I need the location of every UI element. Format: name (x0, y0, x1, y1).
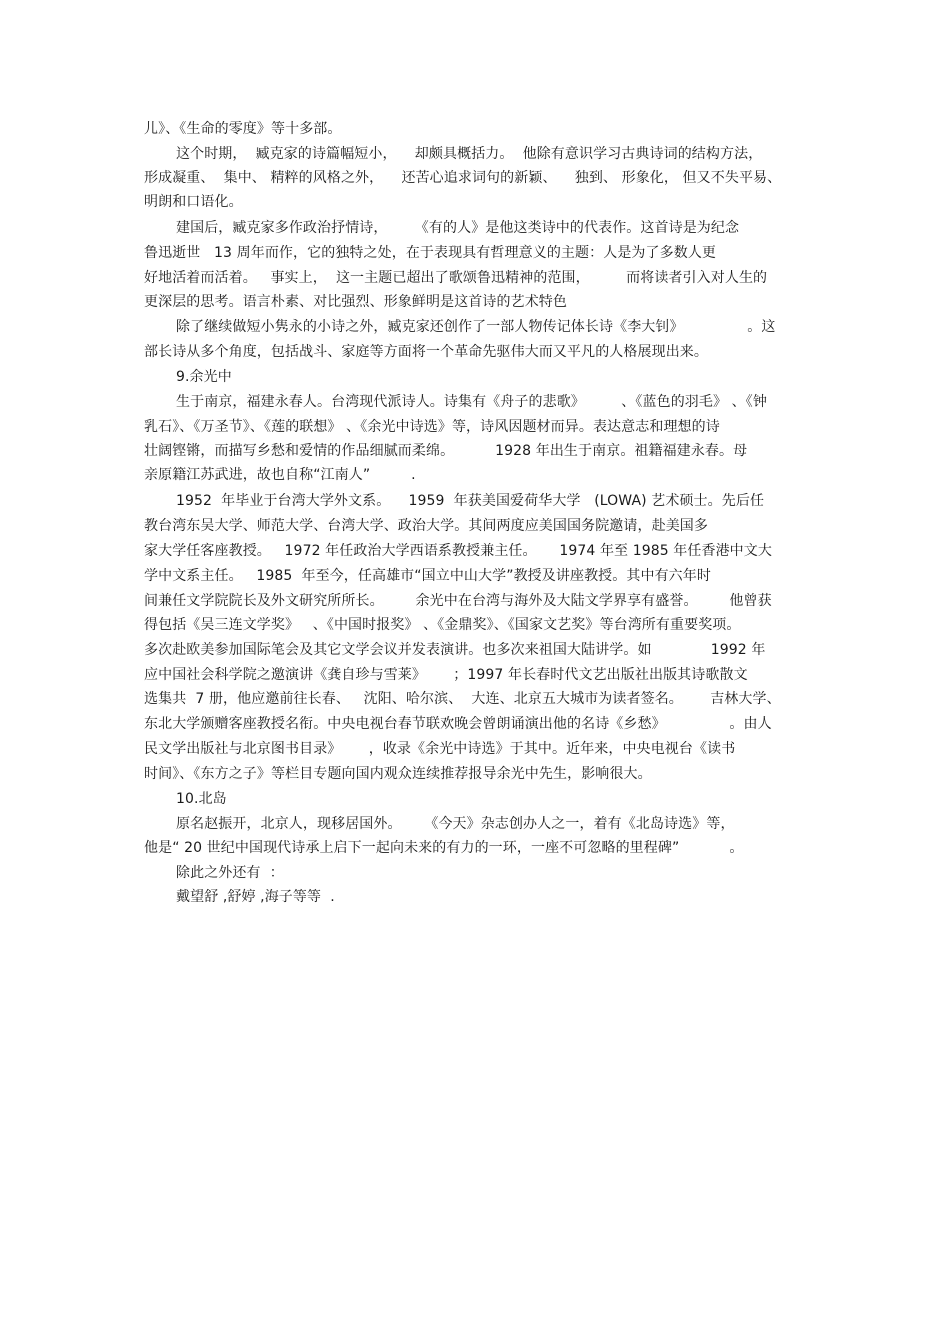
text-line: 明朗和口语化。 (144, 194, 243, 210)
text-line: 除了继续做短小隽永的小诗之外，臧克家还创作了一部人物传记体长诗《李大钊》 。这 (176, 319, 776, 335)
text-line: 他是“ 20 世纪中国现代诗承上启下一起向未来的有力的一环，一座不可忽略的里程碑” 。 (144, 840, 744, 856)
text-line: 亲原籍江苏武进，故也自称“江南人” . (144, 467, 416, 483)
section-heading: 9.余光中 (176, 369, 232, 385)
text-line: 1952 年毕业于台湾大学外文系。 1959 年获美国爱荷华大学 (LOWA) 艺术硕士。先后任 (176, 493, 765, 509)
text-line: 乳石》、《万圣节》、《莲的联想》 、《余光中诗选》等，诗风因题材而异。表达意志和理想的诗 (144, 419, 720, 435)
text-line: 戴望舒 ,舒婷 ,海子等等 . (176, 889, 335, 905)
text-line: 学中文系主任。 1985 年至今，任高雄市“国立中山大学”教授及讲座教授。其中有六年时 (144, 568, 711, 584)
text-line: 间兼任文学院院长及外文研究所所长。 余光中在台湾与海外及大陆文学界享有盛誉。 他曾获 (144, 593, 772, 609)
text-line: 建国后，臧克家多作政治抒情诗， 《有的人》是他这类诗中的代表作。这首诗是为纪念 (176, 220, 740, 236)
text-line: 家大学任客座教授。 1972 年任政治大学西语系教授兼主任。 1974 年至 1985 年任香港中文大 (144, 543, 772, 559)
text-line: 民文学出版社与北京图书目录》 ，收录《余光中诗选》于其中。近年来，中央电视台《读书 (144, 741, 736, 757)
text-line: 儿》、《生命的零度》等十多部。 (144, 121, 342, 137)
text-line: 这个时期， 臧克家的诗篇幅短小， 却颇具概括力。 他除有意识学习古典诗词的结构方法， (176, 146, 763, 162)
text-line: 生于南京，福建永春人。台湾现代派诗人。诗集有《舟子的悲歌》 、《蓝色的羽毛》 、《钟 (176, 394, 767, 410)
text-line: 形成凝重、 集中、 精粹的风格之外， 还苦心追求词句的新颖、 独到、 形象化， 但又不失平易、 (144, 170, 782, 186)
text-line: 应中国社会科学院之邀演讲《龚自珍与雪莱》 ；1997 年长春时代文艺出版社出版其诗歌散文 (144, 667, 748, 683)
text-line: 好地活着而活着。 事实上， 这一主题已超出了歌颂鲁迅精神的范围， 而将读者引入对人生的 (144, 270, 768, 286)
text-line: 更深层的思考。语言朴素、对比强烈、形象鲜明是这首诗的艺术特色 (144, 294, 567, 310)
text-line: 得包括《吴三连文学奖》 、《中国时报奖》 、《金鼎奖》、《国家文艺奖》等台湾所有重要奖项。 (144, 617, 741, 633)
text-line: 壮阔铿锵，而描写乡愁和爱情的作品细腻而柔绵。 1928 年出生于南京。祖籍福建永春。母 (144, 443, 748, 459)
text-line: 选集共 7 册，他应邀前往长春、 沈阳、哈尔滨、 大连、北京五大城市为读者签名。 吉林大学、 (144, 691, 781, 707)
text-line: 鲁迅逝世 13 周年而作，它的独特之处，在于表现具有哲理意义的主题：人是为了多数人更 (144, 245, 717, 261)
section-heading: 10.北岛 (176, 791, 227, 807)
text-line: 东北大学颁赠客座教授名衔。中央电视台春节联欢晚会曾朗诵演出他的名诗《乡愁》 。由人 (144, 716, 772, 732)
text-line: 部长诗从多个角度，包括战斗、家庭等方面将一个革命先驱伟大而又平凡的人格展现出来。 (144, 344, 708, 360)
text-line: 原名赵振开，北京人，现移居国外。 《今天》杂志创办人之一，着有《北岛诗选》等， (176, 816, 735, 832)
text-line: 教台湾东吴大学、师范大学、台湾大学、政治大学。其间两度应美国国务院邀请，赴美国多 (144, 518, 708, 534)
text-line: 时间》、《东方之子》等栏目专题向国内观众连续推荐报导余光中先生，影响很大。 (144, 766, 652, 782)
text-line: 多次赴欧美参加国际笔会及其它文学会议并发表演讲。也多次来祖国大陆讲学。如 1992 年 (144, 642, 766, 658)
text-line: 除此之外还有 ： (176, 865, 284, 881)
